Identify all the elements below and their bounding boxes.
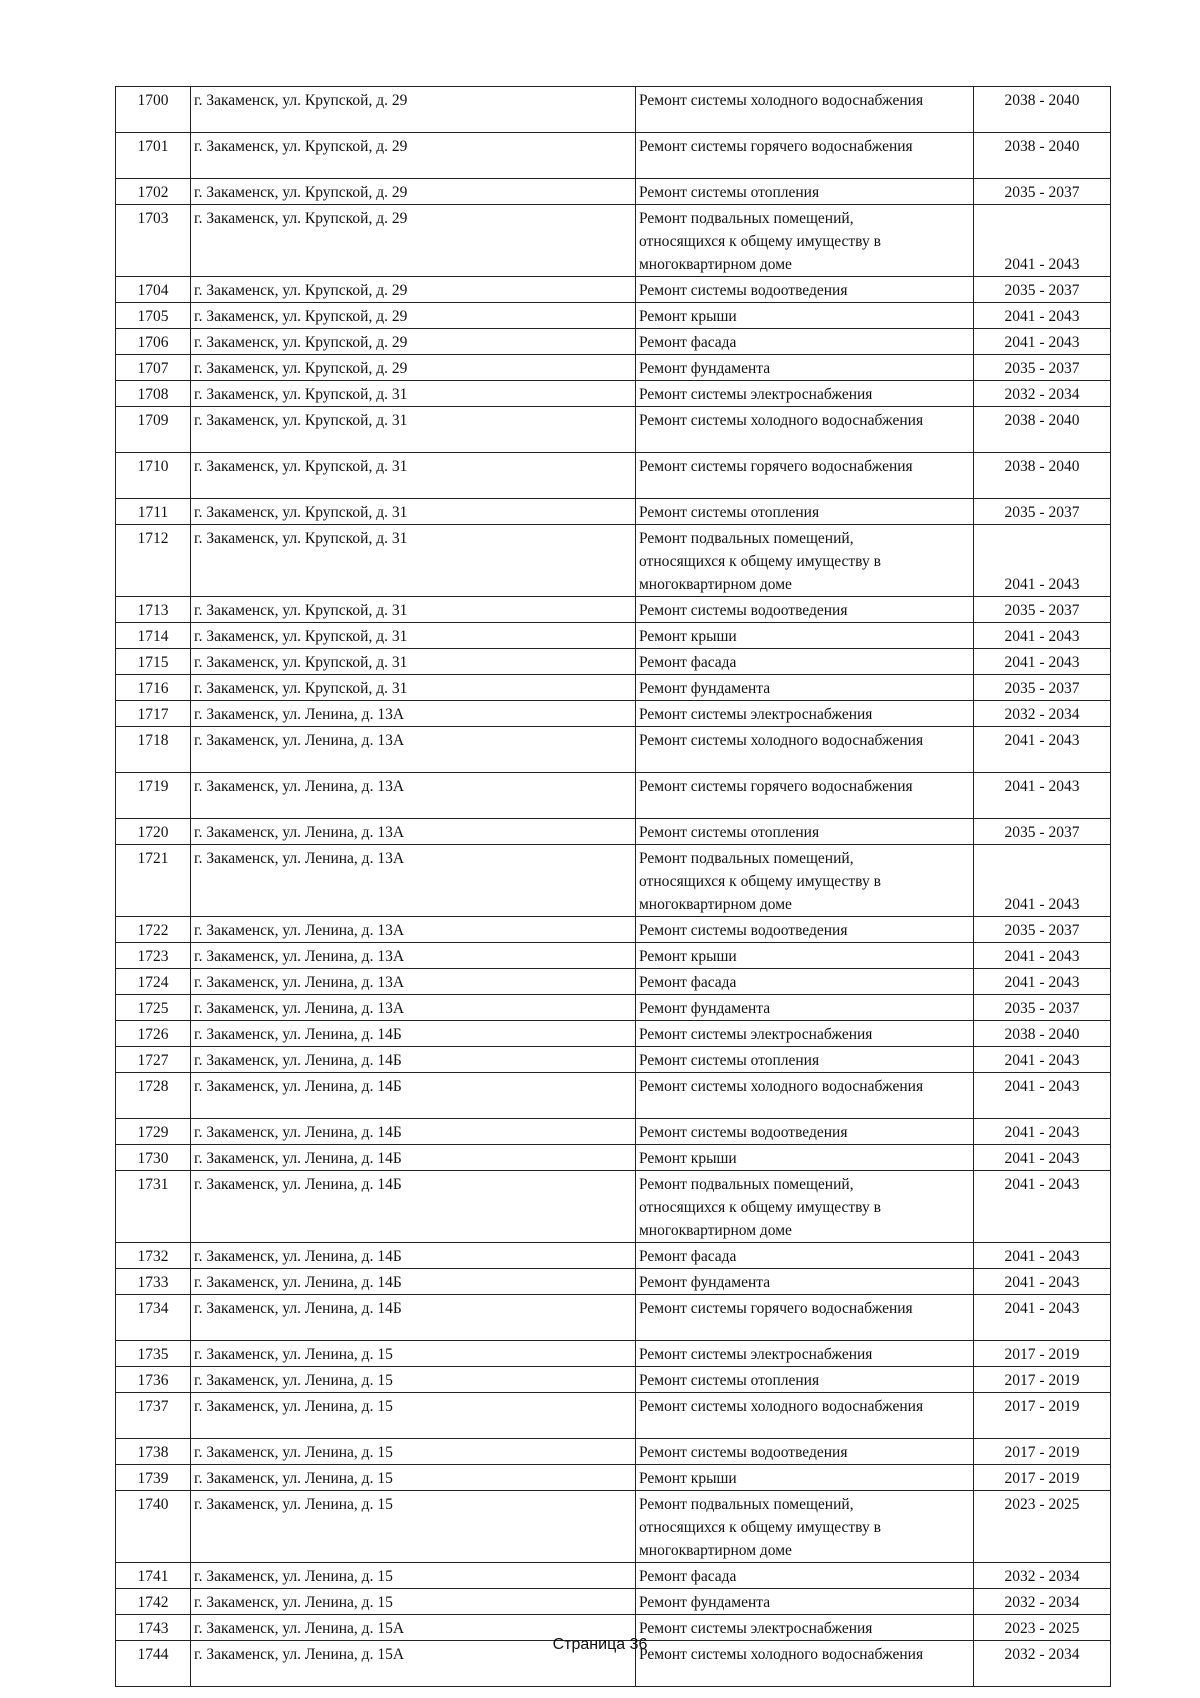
- address-cell: г. Закаменск, ул. Ленина, д. 14Б: [191, 1145, 636, 1171]
- work-type-line: Ремонт системы водоотведения: [639, 602, 848, 619]
- work-type-line: Ремонт системы водоотведения: [639, 1124, 848, 1141]
- work-type-cell: [636, 1243, 974, 1269]
- table-row: [116, 355, 1111, 381]
- period-cell: 2017 - 2019: [974, 1393, 1111, 1439]
- address-cell: г. Закаменск, ул. Ленина, д. 14Б: [191, 1047, 636, 1073]
- period-cell: 2035 - 2037: [974, 277, 1111, 303]
- work-type-line: Ремонт крыши: [639, 1470, 737, 1487]
- work-type-line: Ремонт системы отопления: [639, 1372, 820, 1389]
- address-cell: г. Закаменск, ул. Ленина, д. 13А: [191, 845, 636, 917]
- table-row: [116, 381, 1111, 407]
- period-cell: 2041 - 2043: [974, 329, 1111, 355]
- work-type-line: Ремонт подвальных помещений,: [639, 210, 854, 227]
- work-type-cell: [636, 87, 974, 133]
- period-cell: 2041 - 2043: [974, 727, 1111, 773]
- row-number: 1720: [116, 819, 191, 845]
- address-cell: г. Закаменск, ул. Ленина, д. 15А: [191, 1641, 636, 1687]
- work-type-line: Ремонт системы водоотведения: [639, 922, 848, 939]
- address-cell: г. Закаменск, ул. Ленина, д. 14Б: [191, 1021, 636, 1047]
- table-row: [116, 701, 1111, 727]
- work-type-cell: [636, 773, 974, 819]
- address-cell: г. Закаменск, ул. Ленина, д. 13А: [191, 773, 636, 819]
- address-cell: г. Закаменск, ул. Ленина, д. 14Б: [191, 1119, 636, 1145]
- address-cell: г. Закаменск, ул. Крупской, д. 29: [191, 87, 636, 133]
- period-cell: 2041 - 2043: [974, 1269, 1111, 1295]
- period-cell: 2038 - 2040: [974, 133, 1111, 179]
- work-type-line: Ремонт подвальных помещений,: [639, 850, 854, 867]
- address-cell: г. Закаменск, ул. Ленина, д. 15А: [191, 1615, 636, 1641]
- table-row: [116, 819, 1111, 845]
- work-type-cell: [636, 355, 974, 381]
- row-number: 1718: [116, 727, 191, 773]
- work-type-cell: [636, 525, 974, 597]
- period-cell: 2038 - 2040: [974, 87, 1111, 133]
- row-number: 1713: [116, 597, 191, 623]
- work-type-line: Ремонт фасада: [639, 1248, 737, 1265]
- table-row: [116, 649, 1111, 675]
- period-cell: 2032 - 2034: [974, 1589, 1111, 1615]
- work-type-cell: [636, 995, 974, 1021]
- work-type-cell: [636, 1073, 974, 1119]
- period-cell: 2041 - 2043: [974, 1295, 1111, 1341]
- address-cell: г. Закаменск, ул. Ленина, д. 15: [191, 1563, 636, 1589]
- work-type-line: Ремонт системы горячего водоснабжения: [639, 778, 913, 795]
- work-type-cell: [636, 453, 974, 499]
- work-type-cell: [636, 1295, 974, 1341]
- address-cell: г. Закаменск, ул. Ленина, д. 13А: [191, 819, 636, 845]
- work-type-cell: [636, 727, 974, 773]
- address-cell: г. Закаменск, ул. Крупской, д. 29: [191, 205, 636, 277]
- work-type-cell: [636, 329, 974, 355]
- work-type-cell: [636, 381, 974, 407]
- address-cell: г. Закаменск, ул. Ленина, д. 15: [191, 1393, 636, 1439]
- table-row: [116, 1491, 1111, 1563]
- table-row: [116, 1295, 1111, 1341]
- work-type-line: Ремонт системы электроснабжения: [639, 706, 873, 723]
- address-cell: г. Закаменск, ул. Ленина, д. 15: [191, 1491, 636, 1563]
- work-type-cell: [636, 1563, 974, 1589]
- table-body: [116, 87, 1111, 1687]
- work-type-line: Ремонт крыши: [639, 628, 737, 645]
- row-number: 1740: [116, 1491, 191, 1563]
- work-type-cell: [636, 1119, 974, 1145]
- period-cell: 2041 - 2043: [974, 773, 1111, 819]
- period-cell: 2041 - 2043: [974, 943, 1111, 969]
- period-cell: 2038 - 2040: [974, 407, 1111, 453]
- work-type-line: Ремонт системы холодного водоснабжения: [639, 92, 924, 109]
- address-cell: г. Закаменск, ул. Крупской, д. 29: [191, 329, 636, 355]
- work-type-cell: [636, 1465, 974, 1491]
- row-number: 1717: [116, 701, 191, 727]
- address-cell: г. Закаменск, ул. Крупской, д. 31: [191, 597, 636, 623]
- period-cell: 2032 - 2034: [974, 1563, 1111, 1589]
- table-row: [116, 995, 1111, 1021]
- work-type-line: Ремонт системы холодного водоснабжения: [639, 1078, 924, 1095]
- work-type-cell: [636, 303, 974, 329]
- address-cell: г. Закаменск, ул. Ленина, д. 15: [191, 1465, 636, 1491]
- table-row: [116, 277, 1111, 303]
- work-type-line: Ремонт системы водоотведения: [639, 1444, 848, 1461]
- row-number: 1730: [116, 1145, 191, 1171]
- work-type-line: Ремонт системы отопления: [639, 504, 820, 521]
- table-row: [116, 1393, 1111, 1439]
- work-type-cell: [636, 499, 974, 525]
- work-type-line: Ремонт фасада: [639, 654, 737, 671]
- work-type-line: Ремонт крыши: [639, 308, 737, 325]
- row-number: 1729: [116, 1119, 191, 1145]
- table-row: [116, 499, 1111, 525]
- table-row: [116, 205, 1111, 277]
- row-number: 1707: [116, 355, 191, 381]
- address-cell: г. Закаменск, ул. Крупской, д. 31: [191, 381, 636, 407]
- address-cell: г. Закаменск, ул. Ленина, д. 14Б: [191, 1243, 636, 1269]
- work-type-cell: [636, 1589, 974, 1615]
- period-cell: 2041 - 2043: [974, 1171, 1111, 1243]
- table-row: [116, 1563, 1111, 1589]
- table-row: [116, 1269, 1111, 1295]
- row-number: 1737: [116, 1393, 191, 1439]
- work-type-line: Ремонт системы электроснабжения: [639, 1620, 873, 1637]
- work-type-cell: [636, 1021, 974, 1047]
- table-row: [116, 1465, 1111, 1491]
- row-number: 1724: [116, 969, 191, 995]
- period-cell: 2041 - 2043: [974, 1073, 1111, 1119]
- period-cell: 2017 - 2019: [974, 1341, 1111, 1367]
- work-type-line: Ремонт системы холодного водоснабжения: [639, 1398, 924, 1415]
- repair-schedule-table: [115, 86, 1111, 1687]
- row-number: 1721: [116, 845, 191, 917]
- period-cell: 2041 - 2043: [974, 525, 1111, 597]
- period-cell: 2017 - 2019: [974, 1367, 1111, 1393]
- address-cell: г. Закаменск, ул. Ленина, д. 13А: [191, 701, 636, 727]
- work-type-line: Ремонт подвальных помещений,: [639, 530, 854, 547]
- period-cell: 2041 - 2043: [974, 1145, 1111, 1171]
- address-cell: г. Закаменск, ул. Крупской, д. 29: [191, 277, 636, 303]
- period-cell: 2023 - 2025: [974, 1615, 1111, 1641]
- address-cell: г. Закаменск, ул. Ленина, д. 13А: [191, 727, 636, 773]
- table-row: [116, 1589, 1111, 1615]
- table-row: [116, 453, 1111, 499]
- work-type-line: Ремонт системы холодного водоснабжения: [639, 1646, 924, 1663]
- table-row: [116, 1047, 1111, 1073]
- row-number: 1735: [116, 1341, 191, 1367]
- period-cell: 2035 - 2037: [974, 995, 1111, 1021]
- period-cell: 2017 - 2019: [974, 1465, 1111, 1491]
- period-cell: 2041 - 2043: [974, 1047, 1111, 1073]
- row-number: 1738: [116, 1439, 191, 1465]
- work-type-line: многоквартирном доме: [639, 1222, 792, 1239]
- work-type-line: Ремонт фасада: [639, 334, 737, 351]
- work-type-cell: [636, 407, 974, 453]
- row-number: 1736: [116, 1367, 191, 1393]
- work-type-line: многоквартирном доме: [639, 256, 792, 273]
- row-number: 1739: [116, 1465, 191, 1491]
- address-cell: г. Закаменск, ул. Крупской, д. 31: [191, 649, 636, 675]
- period-cell: 2035 - 2037: [974, 179, 1111, 205]
- row-number: 1716: [116, 675, 191, 701]
- table-row: [116, 675, 1111, 701]
- address-cell: г. Закаменск, ул. Крупской, д. 31: [191, 453, 636, 499]
- work-type-cell: [636, 1491, 974, 1563]
- table-row: [116, 917, 1111, 943]
- work-type-cell: [636, 1171, 974, 1243]
- period-cell: 2035 - 2037: [974, 597, 1111, 623]
- address-cell: г. Закаменск, ул. Крупской, д. 29: [191, 133, 636, 179]
- row-number: 1709: [116, 407, 191, 453]
- work-type-line: многоквартирном доме: [639, 1542, 792, 1559]
- address-cell: г. Закаменск, ул. Ленина, д. 14Б: [191, 1171, 636, 1243]
- work-type-cell: [636, 1269, 974, 1295]
- work-type-line: Ремонт подвальных помещений,: [639, 1176, 854, 1193]
- work-type-cell: [636, 845, 974, 917]
- address-cell: г. Закаменск, ул. Крупской, д. 29: [191, 303, 636, 329]
- address-cell: г. Закаменск, ул. Ленина, д. 15: [191, 1589, 636, 1615]
- work-type-line: Ремонт системы отопления: [639, 824, 820, 841]
- work-type-cell: [636, 969, 974, 995]
- table-row: [116, 303, 1111, 329]
- row-number: 1703: [116, 205, 191, 277]
- work-type-line: Ремонт системы электроснабжения: [639, 1026, 873, 1043]
- work-type-cell: [636, 1393, 974, 1439]
- table-row: [116, 727, 1111, 773]
- work-type-cell: [636, 675, 974, 701]
- address-cell: г. Закаменск, ул. Ленина, д. 15: [191, 1439, 636, 1465]
- row-number: 1704: [116, 277, 191, 303]
- work-type-line: Ремонт подвальных помещений,: [639, 1496, 854, 1513]
- address-cell: г. Закаменск, ул. Ленина, д. 13А: [191, 995, 636, 1021]
- work-type-line: Ремонт системы холодного водоснабжения: [639, 412, 924, 429]
- work-type-line: Ремонт системы горячего водоснабжения: [639, 1300, 913, 1317]
- period-cell: 2032 - 2034: [974, 381, 1111, 407]
- work-type-line: Ремонт фундамента: [639, 1274, 771, 1291]
- period-cell: 2017 - 2019: [974, 1439, 1111, 1465]
- address-cell: г. Закаменск, ул. Крупской, д. 31: [191, 407, 636, 453]
- row-number: 1728: [116, 1073, 191, 1119]
- work-type-line: Ремонт фундамента: [639, 1594, 771, 1611]
- period-cell: 2041 - 2043: [974, 623, 1111, 649]
- work-type-line: Ремонт фундамента: [639, 680, 771, 697]
- table-row: [116, 329, 1111, 355]
- table-row: [116, 1119, 1111, 1145]
- work-type-line: многоквартирном доме: [639, 896, 792, 913]
- address-cell: г. Закаменск, ул. Ленина, д. 15: [191, 1367, 636, 1393]
- address-cell: г. Закаменск, ул. Крупской, д. 31: [191, 675, 636, 701]
- row-number: 1743: [116, 1615, 191, 1641]
- table-row: [116, 179, 1111, 205]
- address-cell: г. Закаменск, ул. Ленина, д. 15: [191, 1341, 636, 1367]
- table-row: [116, 133, 1111, 179]
- address-cell: г. Закаменск, ул. Крупской, д. 31: [191, 525, 636, 597]
- row-number: 1722: [116, 917, 191, 943]
- row-number: 1712: [116, 525, 191, 597]
- work-type-line: Ремонт крыши: [639, 1150, 737, 1167]
- row-number: 1725: [116, 995, 191, 1021]
- work-type-line: относящихся к общему имуществу в: [639, 233, 881, 250]
- work-type-line: Ремонт фасада: [639, 974, 737, 991]
- work-type-cell: [636, 179, 974, 205]
- address-cell: г. Закаменск, ул. Ленина, д. 14Б: [191, 1073, 636, 1119]
- table-row: [116, 773, 1111, 819]
- period-cell: 2041 - 2043: [974, 1243, 1111, 1269]
- work-type-cell: [636, 1145, 974, 1171]
- table-row: [116, 943, 1111, 969]
- table-row: [116, 525, 1111, 597]
- table-row: [116, 1021, 1111, 1047]
- address-cell: г. Закаменск, ул. Крупской, д. 29: [191, 179, 636, 205]
- row-number: 1726: [116, 1021, 191, 1047]
- period-cell: 2041 - 2043: [974, 1119, 1111, 1145]
- period-cell: 2041 - 2043: [974, 205, 1111, 277]
- work-type-line: Ремонт системы отопления: [639, 184, 820, 201]
- work-type-cell: [636, 1341, 974, 1367]
- work-type-cell: [636, 597, 974, 623]
- address-cell: г. Закаменск, ул. Крупской, д. 31: [191, 623, 636, 649]
- row-number: 1702: [116, 179, 191, 205]
- period-cell: 2038 - 2040: [974, 453, 1111, 499]
- table-row: [116, 1171, 1111, 1243]
- work-type-cell: [636, 277, 974, 303]
- work-type-line: Ремонт фундамента: [639, 360, 771, 377]
- work-type-line: относящихся к общему имуществу в: [639, 1519, 881, 1536]
- address-cell: г. Закаменск, ул. Крупской, д. 29: [191, 355, 636, 381]
- period-cell: 2032 - 2034: [974, 1641, 1111, 1687]
- work-type-line: Ремонт системы горячего водоснабжения: [639, 458, 913, 475]
- row-number: 1701: [116, 133, 191, 179]
- table-row: [116, 407, 1111, 453]
- work-type-cell: [636, 133, 974, 179]
- period-cell: 2041 - 2043: [974, 303, 1111, 329]
- work-type-line: многоквартирном доме: [639, 576, 792, 593]
- row-number: 1708: [116, 381, 191, 407]
- table-row: [116, 87, 1111, 133]
- period-cell: 2035 - 2037: [974, 819, 1111, 845]
- work-type-line: Ремонт системы холодного водоснабжения: [639, 732, 924, 749]
- period-cell: 2035 - 2037: [974, 917, 1111, 943]
- row-number: 1741: [116, 1563, 191, 1589]
- period-cell: 2041 - 2043: [974, 845, 1111, 917]
- address-cell: г. Закаменск, ул. Ленина, д. 14Б: [191, 1295, 636, 1341]
- work-type-line: относящихся к общему имуществу в: [639, 873, 881, 890]
- row-number: 1733: [116, 1269, 191, 1295]
- work-type-line: Ремонт системы отопления: [639, 1052, 820, 1069]
- table-row: [116, 1439, 1111, 1465]
- row-number: 1714: [116, 623, 191, 649]
- work-type-cell: [636, 649, 974, 675]
- row-number: 1711: [116, 499, 191, 525]
- work-type-line: Ремонт системы электроснабжения: [639, 386, 873, 403]
- work-type-line: Ремонт системы водоотведения: [639, 282, 848, 299]
- row-number: 1700: [116, 87, 191, 133]
- work-type-cell: [636, 917, 974, 943]
- row-number: 1731: [116, 1171, 191, 1243]
- work-type-line: относящихся к общему имуществу в: [639, 553, 881, 570]
- row-number: 1744: [116, 1641, 191, 1687]
- table-row: [116, 597, 1111, 623]
- work-type-line: Ремонт системы горячего водоснабжения: [639, 138, 913, 155]
- period-cell: 2038 - 2040: [974, 1021, 1111, 1047]
- row-number: 1723: [116, 943, 191, 969]
- table-row: [116, 623, 1111, 649]
- period-cell: 2032 - 2034: [974, 701, 1111, 727]
- address-cell: г. Закаменск, ул. Ленина, д. 13А: [191, 969, 636, 995]
- work-type-cell: [636, 1047, 974, 1073]
- period-cell: 2035 - 2037: [974, 675, 1111, 701]
- table-row: [116, 1367, 1111, 1393]
- work-type-line: Ремонт фундамента: [639, 1000, 771, 1017]
- address-cell: г. Закаменск, ул. Ленина, д. 13А: [191, 917, 636, 943]
- row-number: 1715: [116, 649, 191, 675]
- work-type-line: Ремонт системы электроснабжения: [639, 1346, 873, 1363]
- work-type-line: Ремонт крыши: [639, 948, 737, 965]
- work-type-cell: [636, 943, 974, 969]
- address-cell: г. Закаменск, ул. Ленина, д. 13А: [191, 943, 636, 969]
- work-type-cell: [636, 1439, 974, 1465]
- table-row: [116, 1243, 1111, 1269]
- address-cell: г. Закаменск, ул. Крупской, д. 31: [191, 499, 636, 525]
- work-type-cell: [636, 205, 974, 277]
- table-row: [116, 1073, 1111, 1119]
- table-row: [116, 1145, 1111, 1171]
- period-cell: 2035 - 2037: [974, 355, 1111, 381]
- row-number: 1719: [116, 773, 191, 819]
- work-type-line: относящихся к общему имуществу в: [639, 1199, 881, 1216]
- address-cell: г. Закаменск, ул. Ленина, д. 14Б: [191, 1269, 636, 1295]
- table-row: [116, 845, 1111, 917]
- period-cell: 2041 - 2043: [974, 649, 1111, 675]
- row-number: 1742: [116, 1589, 191, 1615]
- row-number: 1710: [116, 453, 191, 499]
- row-number: 1727: [116, 1047, 191, 1073]
- row-number: 1706: [116, 329, 191, 355]
- page-number: Страница 36: [552, 1636, 648, 1653]
- period-cell: 2023 - 2025: [974, 1491, 1111, 1563]
- table-row: [116, 1341, 1111, 1367]
- work-type-cell: [636, 819, 974, 845]
- work-type-cell: [636, 701, 974, 727]
- period-cell: 2035 - 2037: [974, 499, 1111, 525]
- table-row: [116, 969, 1111, 995]
- work-type-cell: [636, 623, 974, 649]
- period-cell: 2041 - 2043: [974, 969, 1111, 995]
- row-number: 1734: [116, 1295, 191, 1341]
- row-number: 1705: [116, 303, 191, 329]
- work-type-line: Ремонт фасада: [639, 1568, 737, 1585]
- work-type-cell: [636, 1367, 974, 1393]
- row-number: 1732: [116, 1243, 191, 1269]
